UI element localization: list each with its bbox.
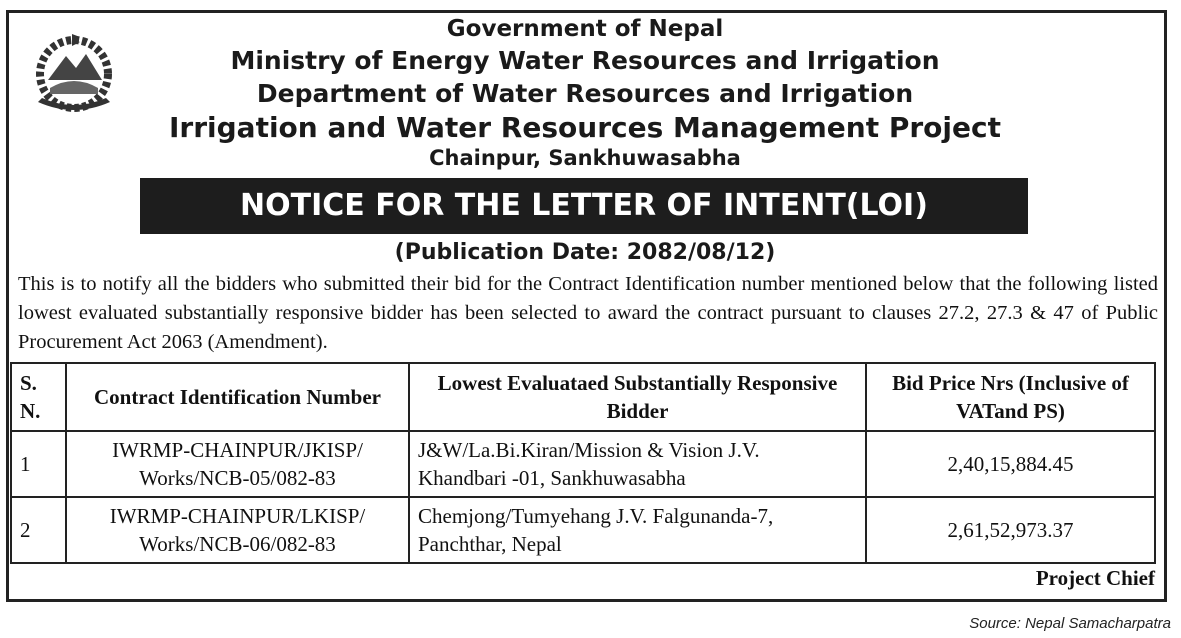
cell-contract-id xyxy=(66,497,409,563)
contract-line: Works/NCB-05/082-83 xyxy=(139,466,336,490)
notice-title-banner: NOTICE FOR THE LETTER OF INTENT(LOI) xyxy=(140,178,1028,234)
ministry-title: Ministry of Energy Water Resources and Irrigation xyxy=(230,46,940,75)
cell-bidder xyxy=(409,431,866,497)
cell-sn: 2 xyxy=(11,497,66,563)
location-title: Chainpur, Sankhuwasabha xyxy=(429,146,741,170)
signatory: Project Chief xyxy=(1035,566,1155,590)
cell-bid-price: 2,61,52,973.37 xyxy=(866,497,1155,563)
notice-body: This is to notify all the bidders who submitted their bid for the Contract Identification number mentioned below that the following listed lowest evaluated substantially responsive bidder has been selected to award the contract pursuant to clauses 27.2, 27.3 & 47 of Public Procurement Act 2063 (Amendment). xyxy=(18,273,1158,353)
header-bidder: Lowest Evaluataed Substantially Responsive Bidder xyxy=(409,363,866,431)
bidder-line: Khandbari -01, Sankhuwasabha xyxy=(418,466,686,490)
bidder-line: Chemjong/Tumyehang J.V. Falgunanda-7, xyxy=(418,504,774,528)
table-row xyxy=(11,431,1155,497)
publication-date: (Publication Date: 2082/08/12) xyxy=(394,240,776,265)
loi-table xyxy=(10,362,1156,564)
table-header-row xyxy=(11,363,1155,431)
contract-line: Works/NCB-06/082-83 xyxy=(139,532,336,556)
government-title: Government of Nepal xyxy=(446,16,724,42)
cell-sn: 1 xyxy=(11,431,66,497)
bidder-line: Panchthar, Nepal xyxy=(418,532,562,556)
cell-contract-id xyxy=(66,431,409,497)
contract-line: IWRMP-CHAINPUR/JKISP/ xyxy=(112,438,363,462)
department-title: Department of Water Resources and Irrigation xyxy=(256,79,914,108)
table-row xyxy=(11,497,1155,563)
bidder-line: J&W/La.Bi.Kiran/Mission & Vision J.V. xyxy=(418,438,760,462)
header-contract-id: Contract Identification Number xyxy=(66,363,409,431)
header-sn: S. N. xyxy=(11,363,66,431)
header-bid-price: Bid Price Nrs (Inclusive of VATand PS) xyxy=(866,363,1155,431)
project-title: Irrigation and Water Resources Management Project xyxy=(169,111,1001,144)
cell-bid-price: 2,40,15,884.45 xyxy=(866,431,1155,497)
cell-bidder xyxy=(409,497,866,563)
source-credit: Source: Nepal Samacharpatra xyxy=(969,615,1171,632)
contract-line: IWRMP-CHAINPUR/LKISP/ xyxy=(109,504,366,528)
